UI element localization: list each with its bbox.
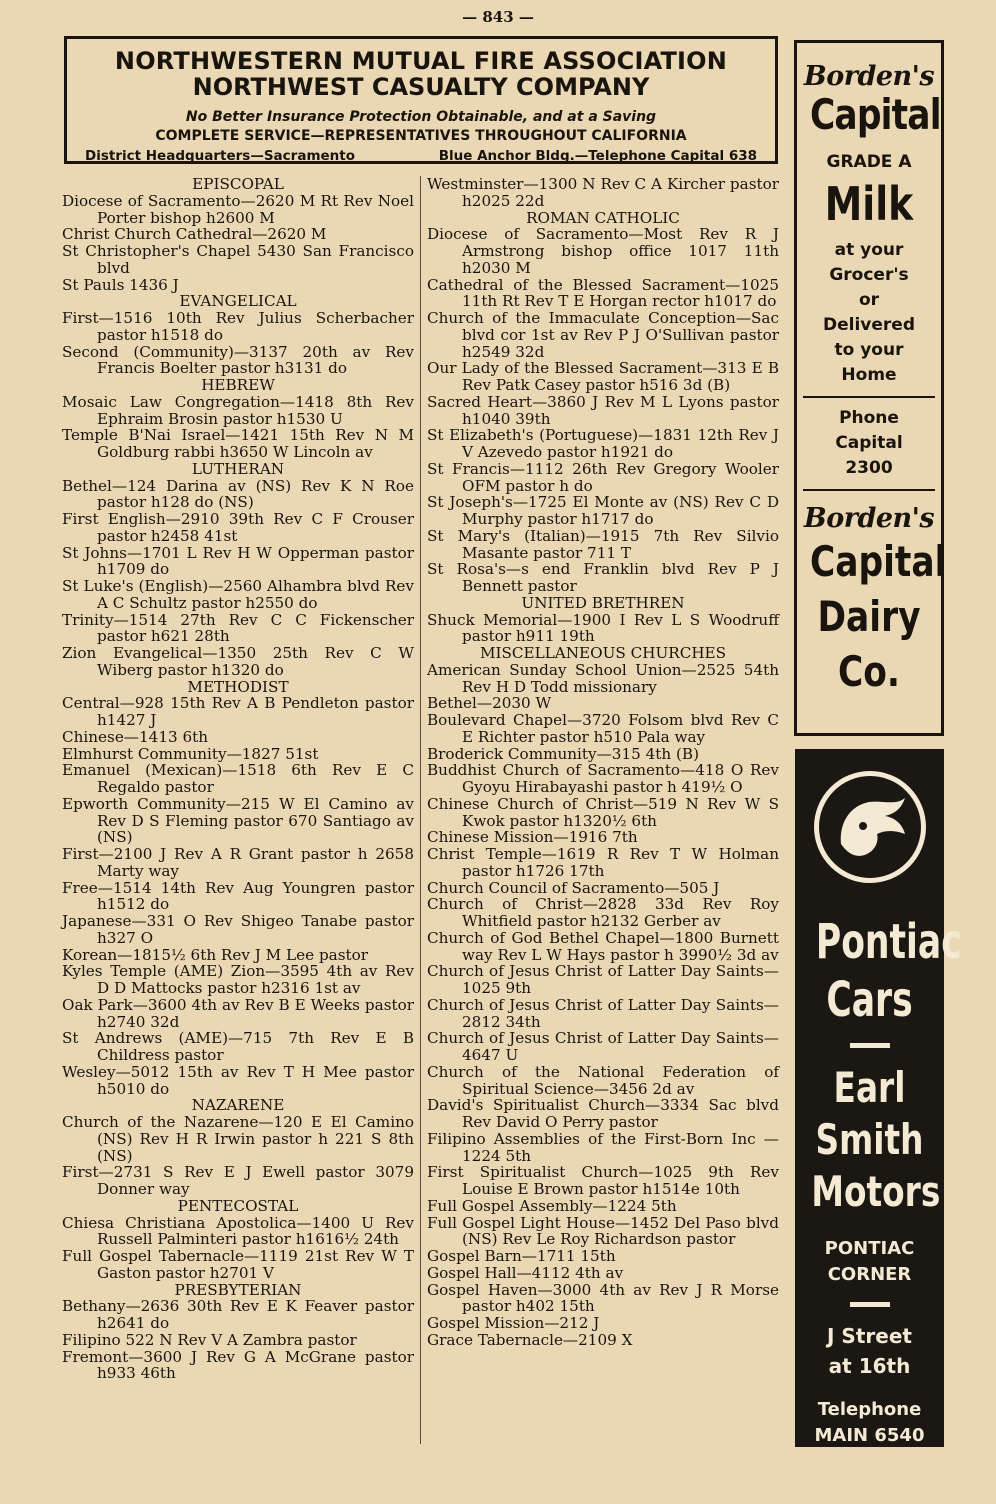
borden-milk-ad	[794, 40, 947, 736]
borden-capital-dairy: Capital	[809, 537, 947, 586]
borden-milk-title: Milk	[824, 177, 914, 231]
insurance-ad-title: NORTHWESTERN MUTUAL FIRE ASSOCIATION	[114, 47, 728, 75]
insurance-ad-address: Blue Anchor Bldg.—Telephone Capital 638	[438, 148, 757, 164]
directory-entry: Filipino Assemblies of the First-Born Inc —1224 5th	[427, 1129, 779, 1165]
borden-grade: GRADE A	[826, 152, 912, 172]
section-heading: EVANGELICAL	[179, 292, 297, 311]
directory-entry: Filipino 522 N Rev V A Zambra pastor	[62, 1330, 357, 1349]
directory-entry: Chiesa Christiana Apostolica—1400 U Rev Russell Palminteri pastor h1616½ 24th	[62, 1213, 414, 1249]
section-heading: EPISCOPAL	[192, 175, 284, 193]
directory-entry: Our Lady of the Blessed Sacrament—313 E B Rev Patk Casey pastor h516 3d (B)	[427, 359, 779, 394]
cars-title: Cars	[826, 972, 913, 1028]
directory-entry: Broderick Community—315 4th (B)	[427, 744, 699, 763]
section-heading: PRESBYTERIAN	[174, 1280, 302, 1299]
dealer-telephone-number: MAIN 6540	[814, 1425, 925, 1446]
directory-column-right	[427, 176, 779, 1349]
directory-entry: Full Gospel Assembly—1224 5th	[427, 1196, 677, 1215]
pontiac-corner: PONTIAC	[824, 1238, 915, 1259]
directory-entry: Church of the Nazarene—120 E El Camino (NS) Rev H R Irwin pastor h 221 S 8th (NS)	[62, 1113, 414, 1165]
borden-line: at your	[834, 240, 904, 260]
borden-line: or	[858, 290, 880, 310]
directory-entry: Fremont—3600 J Rev G A McGrane pastor h933 46th	[62, 1347, 414, 1383]
section-heading: ROMAN CATHOLIC	[526, 208, 680, 227]
borden-line: Grocer's	[829, 265, 909, 285]
pontiac-divider	[850, 1043, 890, 1048]
column-divider	[420, 176, 421, 1444]
directory-entry: Chinese—1413 6th	[62, 727, 209, 746]
directory-entry: Grace Tabernacle—2109 X	[427, 1330, 633, 1349]
directory-entry: St Francis—1112 26th Rev Gregory Wooler OFM pastor h do	[427, 459, 779, 495]
directory-entry: First—1516 10th Rev Julius Scherbacher pastor h1518 do	[62, 309, 414, 344]
directory-entry: Free—1514 14th Rev Aug Youngren pastor h1512 do	[62, 878, 414, 914]
directory-entry: Bethel—2030 W	[427, 694, 552, 713]
directory-entry: Church Council of Sacramento—505 J	[427, 878, 720, 897]
pontiac-divider	[850, 1302, 890, 1307]
directory-entry: Church of Jesus Christ of Latter Day Saints—2812 34th	[427, 995, 779, 1031]
directory-entry: Church of the Immaculate Conception—Sac blvd cor 1st av Rev P J O'Sullivan pastor h2549 32d	[427, 309, 779, 361]
section-heading: LUTHERAN	[191, 459, 285, 478]
directory-entry: Church of the National Federation of Spiritual Science—3456 2d av	[427, 1062, 779, 1098]
directory-entry: Trinity—1514 27th Rev C C Fickenscher pastor h621 28th	[62, 610, 414, 646]
borden-logo: Borden's	[803, 61, 935, 92]
directory-entry: Christ Temple—1619 R Rev T W Holman pastor h1726 17th	[427, 845, 779, 880]
dealer-telephone-label: Telephone	[817, 1399, 922, 1420]
insurance-ad-contact	[67, 146, 775, 166]
borden-logo: Borden's	[803, 503, 935, 534]
directory-entry: First Spiritualist Church—1025 9th Rev Louise E Brown pastor h1514e 10th	[427, 1163, 779, 1198]
borden-capital-title: Capital	[809, 90, 941, 139]
section-heading: METHODIST	[187, 677, 289, 696]
directory-entry: Zion Evangelical—1350 25th Rev C W Wiberg pastor h1320 do	[62, 644, 414, 679]
directory-entry: Cathedral of the Blessed Sacrament—1025 11th Rt Rev T E Horgan rector h1017 do	[427, 275, 779, 311]
directory-entry: St Elizabeth's (Portuguese)—1831 12th Rev J V Azevedo pastor h1921 do	[427, 426, 779, 461]
borden-divider	[803, 489, 935, 491]
section-heading: NAZARENE	[191, 1096, 285, 1115]
dealer-name: Earl	[833, 1063, 906, 1112]
directory-entry: Chinese Church of Christ—519 N Rev W S Kwok pastor h1320½ 6th	[427, 794, 779, 830]
directory-entry: Church of Jesus Christ of Latter Day Saints—4647 U	[427, 1029, 779, 1064]
directory-entry: First—2100 J Rev A R Grant pastor h 2658 Marty way	[62, 845, 414, 880]
directory-entry: Emanuel (Mexican)—1518 6th Rev E C Regaldo pastor	[62, 761, 414, 796]
directory-entry: American Sunday School Union—2525 54th Rev H D Todd missionary	[427, 660, 779, 696]
directory-entry: St Rosa's—s end Franklin blvd Rev P J Bennett pastor	[427, 560, 779, 595]
pontiac-dealer-ad	[795, 749, 962, 1447]
directory-entry: Oak Park—3600 4th av Rev B E Weeks pastor h2740 32d	[62, 995, 414, 1031]
directory-entry: St Luke's (English)—2560 Alhambra blvd Rev A C Schultz pastor h2550 do	[62, 577, 414, 612]
borden-phone-number: 2300	[845, 458, 893, 478]
directory-entry: St Johns—1701 L Rev H W Opperman pastor h1709 do	[62, 543, 414, 579]
directory-entry: Church of Christ—2828 33d Rev Roy Whitfield pastor h2132 Gerber av	[427, 895, 779, 930]
directory-entry: Epworth Community—215 W El Camino av Rev D S Fleming pastor 670 Santiago av (NS)	[62, 794, 414, 847]
directory-entry: Korean—1815½ 6th Rev J M Lee pastor	[62, 945, 369, 964]
insurance-ad-banner	[64, 36, 778, 164]
insurance-ad-service: COMPLETE SERVICE—REPRESENTATIVES THROUGHOUT CALIFORNIA	[155, 128, 687, 144]
directory-entry: St Joseph's—1725 El Monte av (NS) Rev C D Murphy pastor h1717 do	[427, 493, 779, 528]
directory-entry: Full Gospel Light House—1452 Del Paso blvd (NS) Rev Le Roy Richardson pastor	[427, 1213, 779, 1249]
insurance-ad-hq: District Headquarters—Sacramento	[85, 148, 355, 164]
page-number: — 843 —	[462, 8, 534, 26]
section-heading: HEBREW	[201, 376, 275, 394]
directory-column-left	[62, 176, 414, 1382]
directory-entry: Chinese Mission—1916 7th	[427, 828, 638, 847]
section-heading: UNITED BRETHREN	[521, 593, 685, 612]
borden-capital-dairy: Dairy	[817, 592, 921, 641]
directory-entry: Westminster—1300 N Rev C A Kircher pastor h2025 22d	[427, 175, 779, 210]
directory-entry: Diocese of Sacramento—2620 M Rt Rev Noel Porter bishop h2600 M	[62, 191, 414, 227]
borden-phone-label: Phone	[839, 408, 899, 428]
borden-line: Delivered	[823, 315, 915, 335]
directory-entry: Christ Church Cathedral—2620 M	[62, 225, 327, 244]
directory-entry: Wesley—5012 15th av Rev T H Mee pastor h5010 do	[62, 1062, 414, 1098]
directory-entry: Japanese—331 O Rev Shigeo Tanabe pastor h327 O	[62, 912, 414, 947]
directory-entry: Second (Community)—3137 20th av Rev Francis Boelter pastor h3131 do	[62, 342, 414, 378]
directory-entry: First—2731 S Rev E J Ewell pastor 3079 Donner way	[62, 1163, 414, 1198]
directory-entry: Gospel Mission—212 J	[427, 1314, 600, 1332]
borden-capital-dairy: Co.	[837, 647, 901, 696]
directory-entry: Boulevard Chapel—3720 Folsom blvd Rev C E Richter pastor h510 Pala way	[427, 711, 779, 746]
directory-entry: Bethel—124 Darina av (NS) Rev K N Roe pastor h128 do (NS)	[62, 476, 414, 512]
directory-entry: Buddhist Church of Sacramento—418 O Rev Gyoyu Hirabayashi pastor h 419½ O	[427, 761, 779, 796]
insurance-ad-tagline: No Better Insurance Protection Obtainable, and at a Saving	[185, 109, 657, 125]
directory-entry: Bethany—2636 30th Rev E K Feaver pastor h2641 do	[62, 1297, 414, 1332]
directory-entry: St Andrews (AME)—715 7th Rev E B Childress pastor	[62, 1029, 414, 1064]
directory-entry: Gospel Barn—1711 15th	[427, 1247, 616, 1265]
directory-entry: St Pauls 1436 J	[62, 275, 179, 294]
pontiac-title: Pontiac	[815, 914, 962, 970]
directory-entry: Gospel Hall—4112 4th av	[427, 1263, 624, 1282]
section-heading: MISCELLANEOUS CHURCHES	[479, 644, 727, 662]
directory-entry: Gospel Haven—3000 4th av Rev J R Morse pastor h402 15th	[427, 1280, 779, 1316]
dealer-name: Smith	[815, 1115, 924, 1164]
directory-entry: Sacred Heart—3860 J Rev M L Lyons pastor h1040 39th	[427, 392, 779, 428]
directory-entry: St Mary's (Italian)—1915 7th Rev Silvio Masante pastor 711 T	[427, 526, 779, 562]
borden-line: to your	[834, 340, 904, 360]
directory-entry: Elmhurst Community—1827 51st	[62, 744, 319, 763]
directory-entry: Temple B'Nai Israel—1421 15th Rev N M Goldburg rabbi h3650 W Lincoln av	[62, 426, 414, 461]
directory-entry: St Christopher's Chapel 5430 San Francisco blvd	[62, 242, 414, 277]
pontiac-corner: CORNER	[827, 1264, 912, 1285]
directory-entry: Church of God Bethel Chapel—1800 Burnett way Rev L W Hays pastor h 3990½ 3d av	[427, 928, 779, 964]
directory-entry: Kyles Temple (AME) Zion—3595 4th av Rev D D Mattocks pastor h2316 1st av	[62, 962, 414, 997]
directory-entry: First English—2910 39th Rev C F Crouser pastor h2458 41st	[62, 510, 414, 545]
directory-entry: Mosaic Law Congregation—1418 8th Rev Ephraim Brosin pastor h1530 U	[62, 392, 414, 428]
directory-entry: Shuck Memorial—1900 I Rev L S Woodruff pastor h911 19th	[427, 610, 779, 646]
directory-entry: David's Spiritualist Church—3334 Sac blvd Rev David O Perry pastor	[427, 1096, 779, 1131]
borden-line: Home	[841, 365, 897, 385]
section-heading: PENTECOSTAL	[177, 1196, 299, 1215]
borden-phone-exchange: Capital	[835, 433, 903, 453]
dealer-street: J Street	[827, 1324, 912, 1348]
dealer-cross-street: at 16th	[828, 1354, 911, 1378]
insurance-ad-subtitle: NORTHWEST CASUALTY COMPANY	[192, 73, 650, 101]
indian-head-logo-icon	[814, 771, 926, 883]
directory-entry: Full Gospel Tabernacle—1119 21st Rev W T Gaston pastor h2701 V	[62, 1247, 414, 1282]
directory-entry: Diocese of Sacramento—Most Rev R J Armstrong bishop office 1017 11th h2030 M	[427, 225, 779, 277]
directory-entry: Church of Jesus Christ of Latter Day Saints—1025 9th	[427, 962, 779, 997]
directory-entry: Central—928 15th Rev A B Pendleton pastor h1427 J	[62, 694, 414, 729]
dealer-name: Motors	[811, 1167, 941, 1216]
